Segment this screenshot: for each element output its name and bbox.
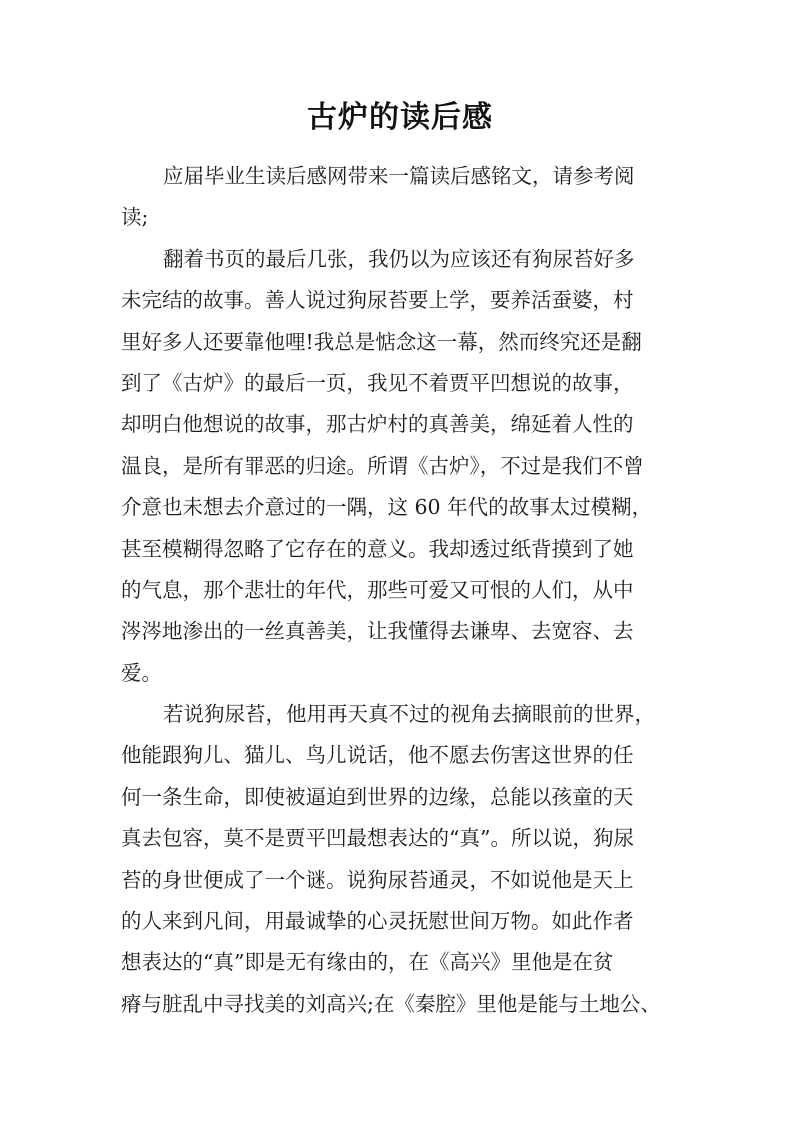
paragraph-intro xyxy=(121,156,677,239)
text-line: 里好多人还要靠他哩!我总是惦念这一幕，然而终究还是翻 xyxy=(121,329,642,354)
document-title: 古炉的读后感 xyxy=(307,100,493,135)
text-line: 却明白他想说的故事，那古炉村的真善美，绵延着人性的 xyxy=(121,412,634,437)
text-line: 到了《古炉》的最后一页，我见不着贾平凹想说的故事， xyxy=(121,370,634,395)
text-line: 他能跟狗儿、猫儿、鸟儿说话，他不愿去伤害这世界的任 xyxy=(121,743,634,768)
text-line: 若说狗尿苔，他用再天真不过的视角去摘眼前的世界， xyxy=(163,702,655,727)
paragraph-3 xyxy=(121,694,677,1025)
text-line: 应届毕业生读后感网带来一篇读后感铭文，请参考阅 xyxy=(163,164,635,188)
text-line: 爱。 xyxy=(121,660,162,685)
text-line: 瘠与脏乱中寻找美的刘高兴;在《秦腔》里他是能与土地公、 xyxy=(121,991,661,1016)
document-body xyxy=(121,156,677,1025)
paragraph-2 xyxy=(121,239,677,694)
text-line: 的气息，那个悲壮的年代，那些可爱又可恨的人们，从中 xyxy=(121,577,634,602)
text-line: 翻着书页的最后几张，我仍以为应该还有狗尿苔好多 xyxy=(163,246,635,271)
text-line: 未完结的故事。善人说过狗尿苔要上学，要养活蚕婆，村 xyxy=(121,288,634,313)
text-line: 的人来到凡间，用最诚挚的心灵抚慰世间万物。如此作者 xyxy=(121,909,634,934)
text-line: 想表达的“真”即是无有缘由的，在《高兴》里他是在贫 xyxy=(121,950,614,975)
text-line: 介意也未想去介意过的一隅，这 60 年代的故事太过模糊， xyxy=(121,495,653,520)
text-line: 苔的身世便成了一个谜。说狗尿苔通灵，不如说他是天上 xyxy=(121,867,634,892)
text-line: 何一条生命，即使被逼迫到世界的边缘，总能以孩童的天 xyxy=(121,784,634,809)
text-line: 涔涔地渗出的一丝真善美，让我懂得去谦卑、去宽容、去 xyxy=(121,619,634,644)
text-line: 真去包容，莫不是贾平凹最想表达的“真”。所以说，狗尿 xyxy=(121,826,634,851)
text-line: 温良，是所有罪恶的归途。所谓《古炉》，不过是我们不曾 xyxy=(121,453,644,478)
text-line: 甚至模糊得忽略了它存在的意义。我却透过纸背摸到了她 xyxy=(121,536,634,561)
text-line: 读; xyxy=(121,205,149,230)
